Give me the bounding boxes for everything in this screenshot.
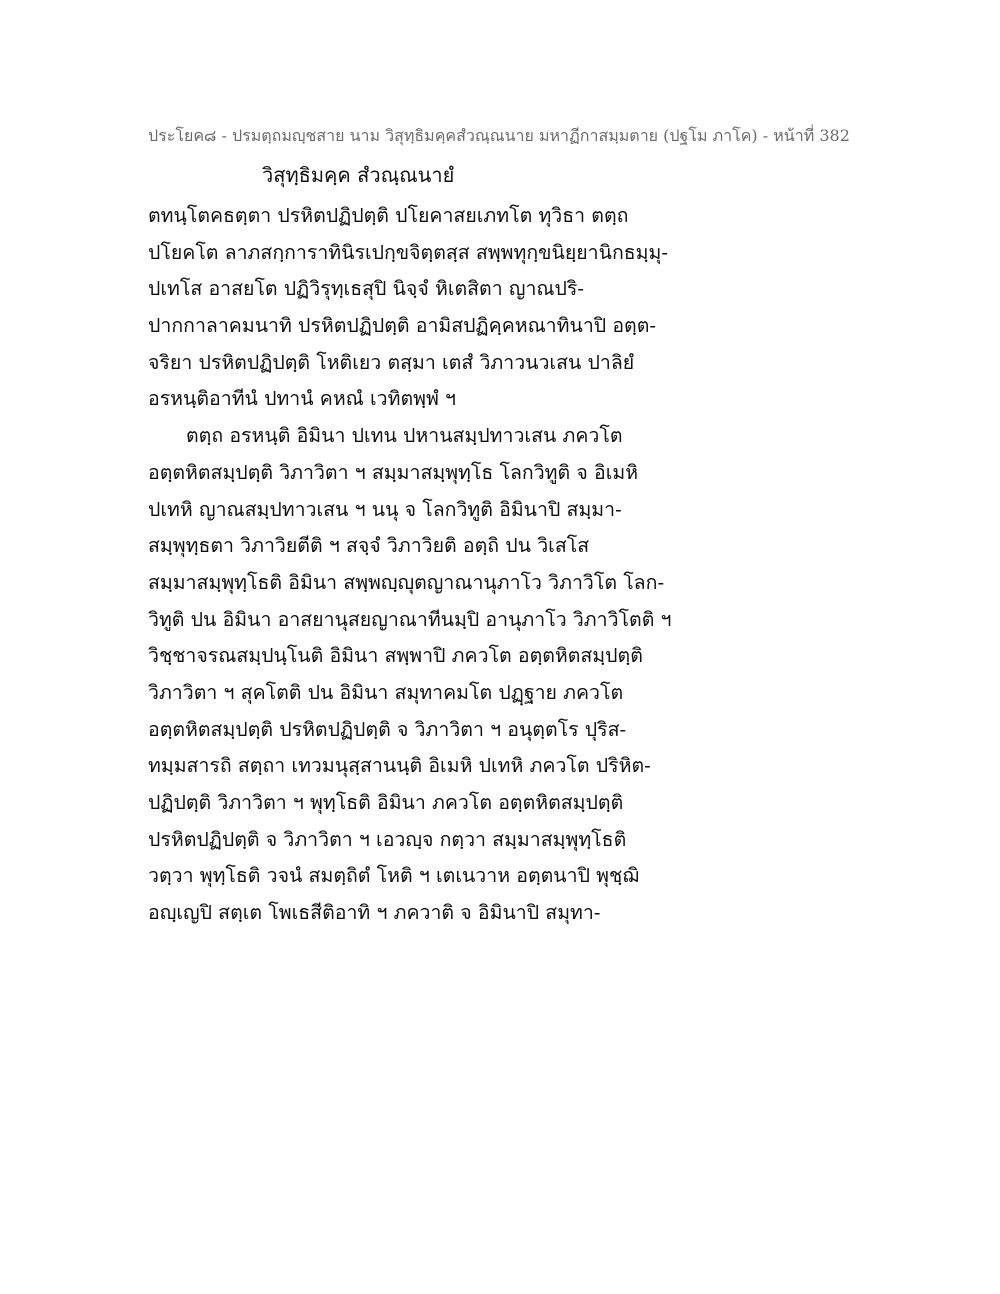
text-line: วตฺวา พุทฺโธติ วจนํ สมตฺถิตํ โหติ ฯ เตเนวาห อตฺตนาปิ พุชฺฌิ (148, 864, 639, 888)
text-line: สมฺมาสมฺพุทฺโธติ อิมินา สพฺพญฺญุตญาณานุภาโว วิภาวิโต โลก- (148, 570, 665, 594)
text-line: ปเทโส อาสยโต ปฏิวิรุทฺเธสุปิ นิจฺจํ หิเตสิตา ญาณปริ- (148, 277, 584, 301)
text-line: อญฺเญปิ สตฺเต โพเธสีติอาทิ ฯ ภควาติ จ อิมินาปิ สมุทา- (148, 901, 601, 925)
text-line: ปากกาลาคมนาทิ ปรหิตปฏิปตฺติ อามิสปฏิคฺคหณาทินาปิ อตฺต- (148, 314, 656, 338)
text-line: ทมฺมสารถิ สตฺถา เทวมนุสฺสานนฺติ อิเมหิ ปเทหิ ภควโต ปริหิต- (148, 754, 651, 778)
text-line: ตทนฺโตคธตฺตา ปรหิตปฏิปตฺติ ปโยคาสยเภทโต ทุวิธา ตตฺถ (148, 204, 629, 227)
section-title: วิสุทฺธิมคฺค สํวณฺณนายํ (262, 163, 455, 187)
text-line: สมฺพุทฺธตา วิภาวิยตีติ ฯ สจฺจํ วิภาวิยติ อตฺถิ ปน วิเสโส (148, 534, 590, 558)
text-line: วิภาวิตา ฯ สุคโตติ ปน อิมินา สมุทาคมโต ปฏฺฐาย ภควโต (148, 680, 624, 704)
text-line: อรหนฺติอาทีนํ ปทานํ คหณํ เวทิตพฺพํ ฯ (148, 387, 456, 411)
body-text (148, 198, 868, 932)
text-line: อตฺตหิตสมฺปตฺติ วิภาวิตา ฯ สมฺมาสมฺพุทฺโธ โลกวิทูติ จ อิเมหิ (148, 460, 639, 484)
text-line: ปเทหิ ญาณสมฺปทาวเสน ฯ นนุ จ โลกวิทูติ อิมินาปิ สมฺมา- (148, 497, 622, 521)
text-line: วิทูติ ปน อิมินา อาสยานุสยญาณาทีนมฺปิ อานุภาโว วิภาวิโตติ ฯ (148, 607, 672, 631)
paragraph-start-line: ตตฺถ อรหนฺติ อิมินา ปเทน ปหานสมฺปทาวเสน ภควโต (186, 424, 623, 448)
text-line: ปฏิปตฺติ วิภาวิตา ฯ พุทฺโธติ อิมินา ภควโต อตฺตหิตสมฺปตฺติ (148, 791, 624, 814)
text-line: จริยา ปรหิตปฏิปตฺติ โหติเยว ตสฺมา เตสํ วิภาวนวเสน ปาลิยํ (148, 350, 635, 374)
running-header: ประโยค๘ - ปรมตฺถมญฺชสาย นาม วิสุทฺธิมคฺคสํวณฺณนาย มหาฏีกาสมฺมตาย (ปฐโม ภาโค) - หน้าที่ 382 (148, 126, 850, 145)
text-line: อตฺตหิตสมฺปตฺติ ปรหิตปฏิปตฺติ จ วิภาวิตา ฯ อนุตฺตโร ปุริส- (148, 717, 627, 741)
text-line: ปรหิตปฏิปตฺติ จ วิภาวิตา ฯ เอวญฺจ กตฺวา สมฺมาสมฺพุทฺโธติ (148, 827, 627, 851)
text-line: วิชฺชาจรณสมฺปนฺโนติ อิมินา สพฺพาปิ ภควโต อตฺตหิตสมฺปตฺติ (148, 644, 643, 668)
text-line: ปโยคโต ลาภสกฺการาทินิรเปกฺขจิตฺตสฺส สพฺพทุกฺขนิยฺยานิกธมฺมุ- (148, 240, 668, 264)
